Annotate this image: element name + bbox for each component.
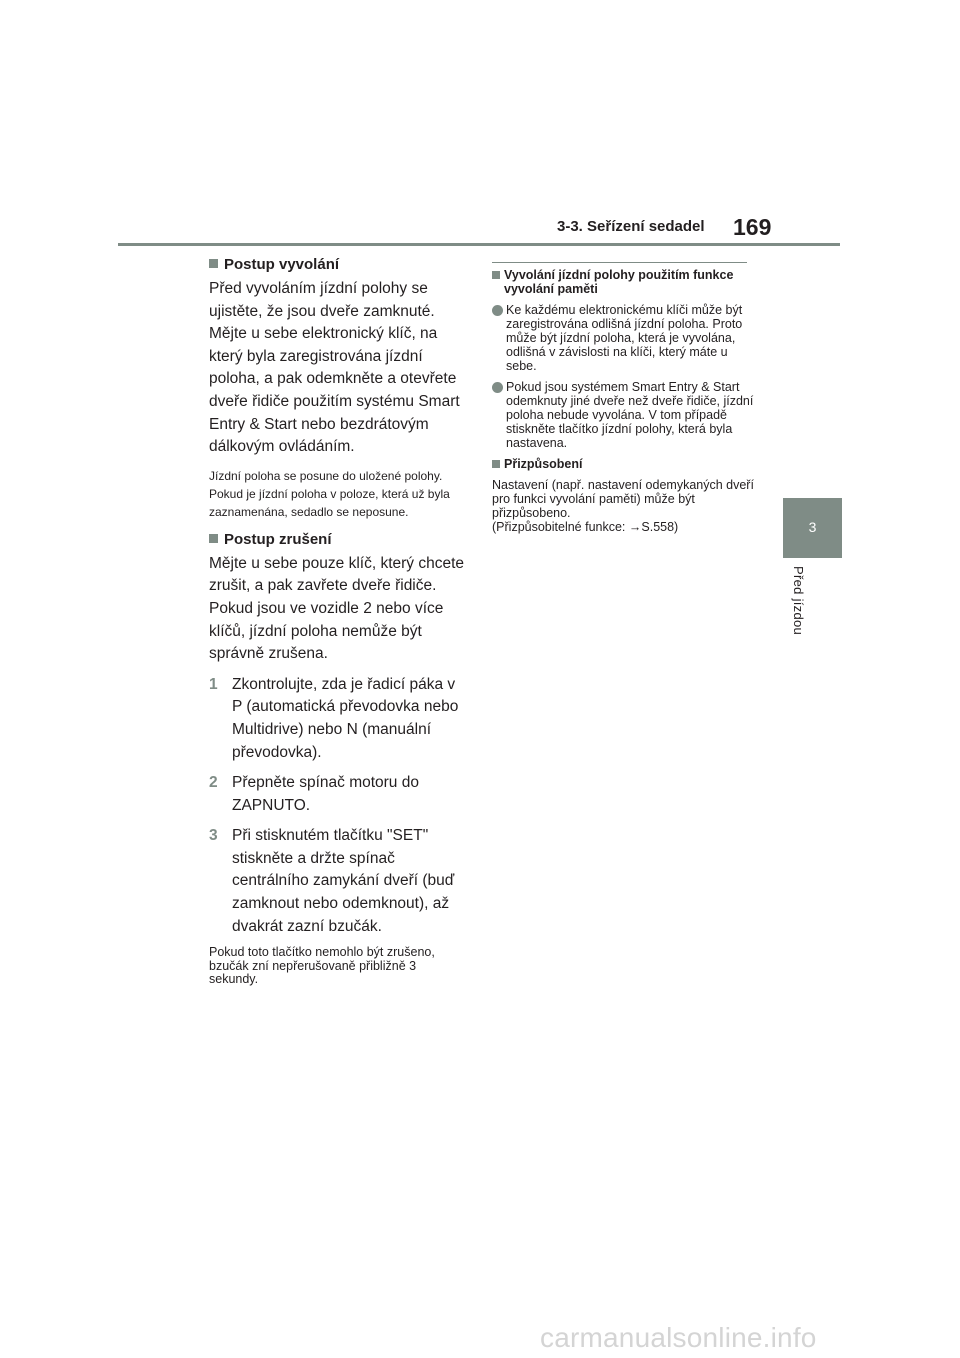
bullet-item xyxy=(492,303,754,373)
heading-text: Vyvolání jízdní polohy použitím funkce vyvolání paměti xyxy=(504,268,734,296)
left-column xyxy=(209,256,467,987)
right-column xyxy=(492,262,754,534)
cross-reference-link[interactable]: (Přizpůsobitelné funkce: →S.558) xyxy=(492,520,679,534)
chapter-number: 3 xyxy=(808,519,817,535)
note-cancel: Pokud toto tlačítko nemohlo být zrušeno, bzučák zní nepřerušovaně přibližně 3 sekundy. xyxy=(209,945,435,987)
bullet-text: Ke každému elektronickému klíči může být zaregistrována odlišná jízdní poloha. Proto může být jízdní poloha, která je vyvolána, odlišná v závislosti na klíči, který máte u sebe. xyxy=(506,303,743,373)
bullet-item xyxy=(492,380,754,450)
watermark: carmanualsonline.info xyxy=(540,1322,817,1353)
page-number: 169 xyxy=(733,214,772,240)
section-title: 3-3. Seřízení sedadel xyxy=(557,218,705,235)
heading-memory-recall xyxy=(492,268,754,296)
heading-text: Postup vyvolání xyxy=(224,256,340,273)
step-number: 2 xyxy=(209,774,218,792)
paragraph-customization: Nastavení (např. nastavení odemykaných dveří pro funkci vyvolání paměti) může být přizpůsobeno. xyxy=(492,478,754,520)
header-rule xyxy=(118,243,840,246)
chapter-tab[interactable] xyxy=(783,498,842,558)
step-text: Přepněte spínač motoru do ZAPNUTO. xyxy=(232,774,419,814)
heading-text: Přizpůsobení xyxy=(504,457,583,471)
step-item xyxy=(209,825,467,938)
heading-cancel-procedure xyxy=(209,531,467,548)
square-bullet-icon xyxy=(492,460,500,468)
heading-recall-procedure xyxy=(209,256,467,273)
circle-bullet-icon xyxy=(492,382,503,393)
step-number: 3 xyxy=(209,827,218,845)
step-number: 1 xyxy=(209,675,218,693)
paragraph-cancel: Mějte u sebe pouze klíč, který chcete zrušit, a pak zavřete dveře řidiče. Pokud jsou ve vozidle 2 nebo více klíčů, jízdní poloha nemůže být správně zrušena. xyxy=(209,554,465,663)
column-rule xyxy=(492,262,747,263)
note-recall-2: Pokud je jízdní poloha v poloze, která už byla zaznamenána, sedadlo se neposune. xyxy=(209,486,450,519)
heading-customization xyxy=(492,457,754,471)
step-item xyxy=(209,772,467,817)
step-text: Zkontrolujte, zda je řadicí páka v P (automatická převodovka nebo Multidrive) nebo N (manuální převodovka). xyxy=(232,675,459,761)
square-bullet-icon xyxy=(209,259,218,268)
heading-text: Postup zrušení xyxy=(224,530,332,548)
chapter-title: Před jízdou xyxy=(791,566,806,636)
paragraph-recall: Před vyvoláním jízdní polohy se ujistěte, že jsou dveře zamknuté. Mějte u sebe elektronický klíč, na který byla zaregistrována jízdní poloha, a pak odemkněte a otevřete dveře řidiče použitím systému Smart Entry & Start nebo bezdrátovým dálkovým ovládáním. xyxy=(209,280,460,456)
bullet-text: Pokud jsou systémem Smart Entry & Start odemknuty jiné dveře než dveře řidiče, jízdní poloha nebude vyvolána. V tom případě stiskněte tlačítko jízdní polohy, která byla nastavena. xyxy=(506,380,754,450)
square-bullet-icon xyxy=(492,271,500,279)
square-bullet-icon xyxy=(209,534,218,543)
note-recall: Jízdní poloha se posune do uložené polohy. xyxy=(209,468,443,483)
circle-bullet-icon xyxy=(492,305,503,316)
step-item xyxy=(209,674,467,764)
step-text: Při stisknutém tlačítku "SET" stiskněte a držte spínač centrálního zamykání dveří (buď zamknout nebo odemknout), až dvakrát zazní bzučák. xyxy=(232,827,455,935)
